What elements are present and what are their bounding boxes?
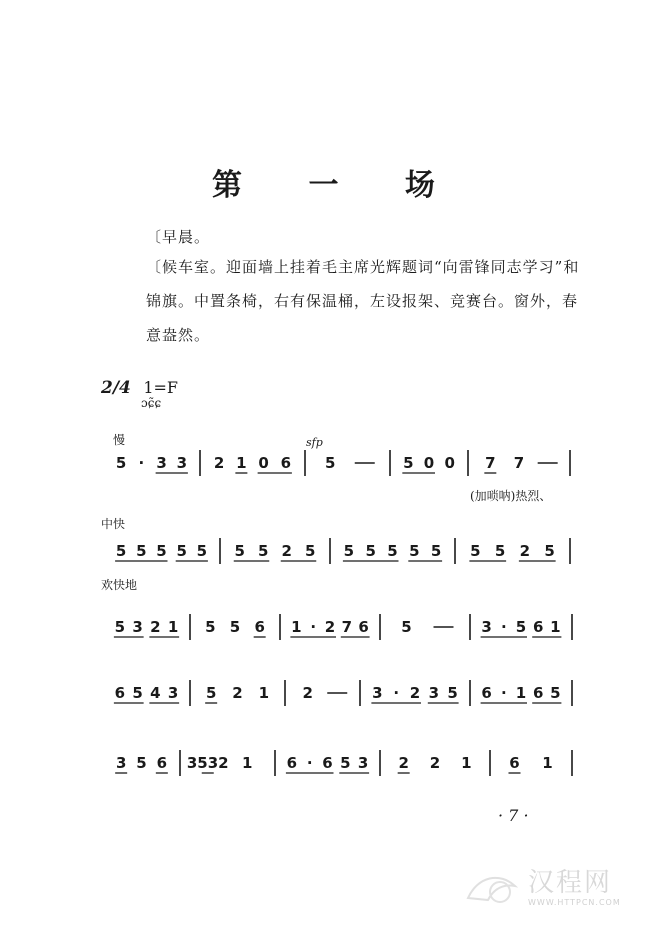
note: 5 (115, 542, 127, 560)
note: 2 (281, 542, 292, 560)
note: 6 (532, 684, 544, 702)
note: 3 (357, 754, 369, 772)
note: 5 (136, 754, 147, 772)
note: · (138, 454, 145, 472)
time-signature: 2/4 (101, 378, 131, 398)
note: 4 (150, 684, 161, 702)
key-name: 1=F (143, 378, 179, 397)
note: 1 (258, 684, 270, 702)
note: 5 (156, 542, 167, 560)
tempo-line-2: 中快 (101, 517, 126, 531)
note: 5 (515, 618, 527, 636)
note: 2 (409, 684, 421, 702)
note: 0 (258, 454, 269, 472)
note: 2 (150, 618, 161, 636)
note: 6 (532, 618, 544, 636)
watermark-text: 汉程网 (528, 868, 613, 898)
note: 6 (358, 618, 369, 636)
note: 3 (156, 454, 167, 472)
note: 3 (481, 618, 492, 636)
instrument-annotation: (加唢呐)热烈、 (470, 489, 552, 503)
note: 2 (213, 454, 225, 472)
note: 5 (196, 542, 208, 560)
note: 0 (444, 454, 455, 472)
note: 1 (550, 618, 561, 636)
note: 1 (242, 754, 253, 772)
note: 1 (167, 618, 179, 636)
note: 2 (302, 684, 313, 702)
note: 5 (132, 684, 143, 702)
note: 6 (286, 754, 298, 772)
note: 5 (115, 454, 127, 472)
note: 2 (324, 618, 336, 636)
stage-direction-time: 〔早晨。 (146, 228, 211, 246)
note: · (306, 754, 313, 772)
note: 2 (429, 754, 441, 772)
note: 3 (132, 618, 143, 636)
note: 5 (494, 542, 506, 560)
note: 5 (409, 542, 420, 560)
note: 5 (403, 454, 414, 472)
note: 5 (305, 542, 316, 560)
note: 5 (234, 542, 245, 560)
note: 1 (236, 454, 247, 472)
note: 1 (291, 618, 302, 636)
note: 5 (229, 618, 241, 636)
note: 0 (423, 454, 435, 472)
stage-direction-setting: 〔候车室。迎面墙上挂着毛主席光辉题词“向雷锋同志学习”和锦旗。中置条椅，右有保温桶，左设报架、竞赛台。窗外，春意盎然。 (146, 258, 580, 344)
note: 6 (254, 618, 265, 636)
key-extra: ɔɕ̃ɕ (141, 396, 162, 410)
note: 3 (167, 684, 179, 702)
note: 5 (205, 684, 217, 702)
note: 6 (509, 754, 520, 772)
note: 5 (114, 618, 126, 636)
note: 6 (481, 684, 492, 702)
note: 6 (156, 754, 168, 772)
note: 2 (519, 542, 531, 560)
note: 5 (325, 454, 336, 472)
note: 5 (470, 542, 481, 560)
note: 5 (550, 684, 561, 702)
note: 1 (461, 754, 472, 772)
note: 7 (341, 618, 353, 636)
note: 5 (258, 542, 269, 560)
note: 1 (542, 754, 553, 772)
note: 5 (136, 542, 147, 560)
note: · (500, 618, 507, 636)
note: 5 (430, 542, 442, 560)
scene-title: 第 一 场 (212, 168, 463, 203)
note: 1 (515, 684, 527, 702)
note: 6 (322, 754, 333, 772)
note: 5 (340, 754, 351, 772)
note: 3532 (186, 754, 229, 772)
note: 5 (343, 542, 355, 560)
note: 3 (428, 684, 440, 702)
note: 5 (447, 684, 458, 702)
note: 7 (485, 454, 496, 472)
tempo-line-1: 慢 (113, 433, 126, 447)
note: · (393, 684, 400, 702)
note: 2 (232, 684, 243, 702)
note: 5 (387, 542, 398, 560)
note: 3 (176, 454, 188, 472)
note: 6 (114, 684, 126, 702)
note: 5 (176, 542, 187, 560)
note: 3 (372, 684, 383, 702)
note: · (500, 684, 507, 702)
note: 6 (280, 454, 292, 472)
watermark-url: WWW.HTTPCN.COM (528, 898, 621, 907)
note: · (310, 618, 317, 636)
note: 5 (401, 618, 412, 636)
note: 5 (365, 542, 376, 560)
note: 2 (398, 754, 409, 772)
dynamic-marking: sfp (306, 436, 323, 449)
note: 5 (205, 618, 216, 636)
note: 3 (115, 754, 127, 772)
note: 5 (544, 542, 555, 560)
note: 7 (513, 454, 525, 472)
tempo-line-3: 欢快地 (101, 578, 138, 592)
page-number: · 7 · (498, 806, 529, 825)
